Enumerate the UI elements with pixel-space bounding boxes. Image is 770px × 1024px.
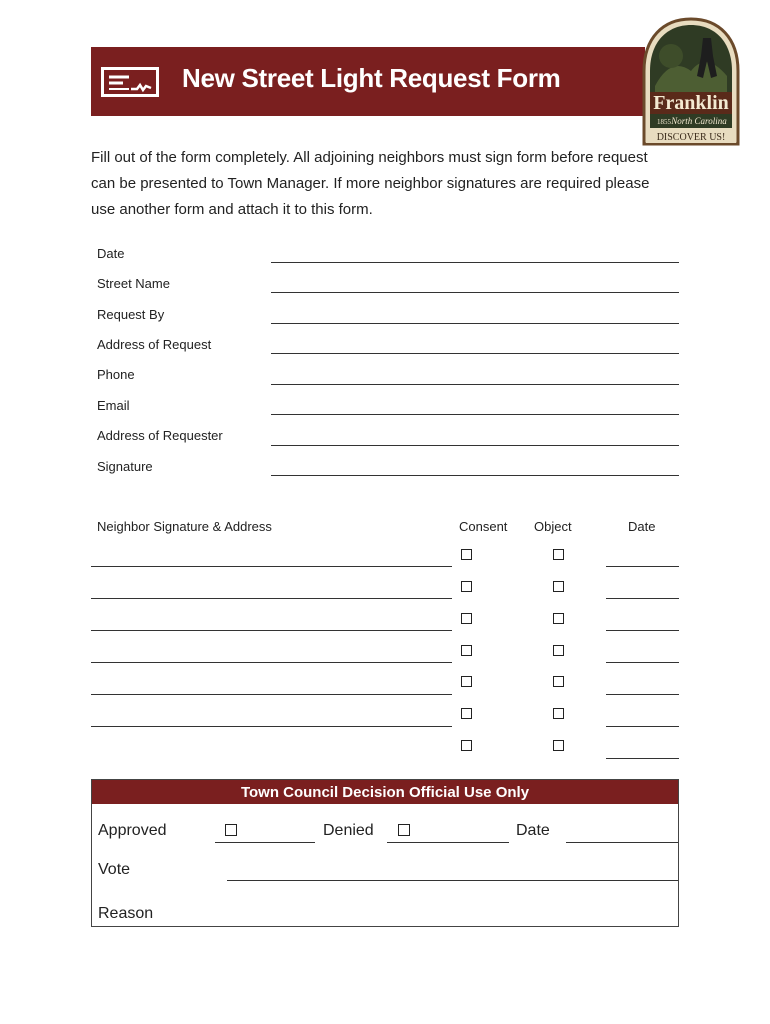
signature-field[interactable] (271, 475, 679, 476)
neighbor-date-field[interactable] (606, 694, 679, 695)
request-by-field[interactable] (271, 323, 679, 324)
street-name-label: Street Name (97, 276, 170, 291)
consent-checkbox[interactable] (461, 645, 472, 656)
date-label: Date (97, 246, 125, 261)
phone-label: Phone (97, 367, 135, 382)
denied-checkbox[interactable] (398, 824, 410, 836)
neighbor-signature-field[interactable] (91, 630, 452, 631)
neighbor-signature-header: Neighbor Signature & Address (97, 519, 272, 534)
object-checkbox[interactable] (553, 645, 564, 656)
denied-label: Denied (323, 822, 374, 839)
email-label: Email (97, 398, 130, 413)
logo-tagline: DISCOVER US! (656, 132, 726, 143)
approved-checkbox[interactable] (225, 824, 237, 836)
denied-line (387, 842, 509, 843)
vote-field[interactable] (227, 880, 678, 881)
decision-date-label: Date (516, 822, 550, 839)
consent-checkbox[interactable] (461, 613, 472, 624)
phone-field[interactable] (271, 384, 679, 385)
neighbor-signature-field[interactable] (91, 662, 452, 663)
logo-wordmark: Franklin (653, 92, 729, 114)
check-icon (101, 67, 159, 97)
object-checkbox[interactable] (553, 549, 564, 560)
date-field[interactable] (271, 262, 679, 263)
street-name-field[interactable] (271, 292, 679, 293)
franklin-logo (641, 16, 741, 146)
neighbor-date-field[interactable] (606, 726, 679, 727)
neighbor-date-field[interactable] (606, 630, 679, 631)
email-field[interactable] (271, 414, 679, 415)
neighbor-date-field[interactable] (606, 758, 679, 759)
consent-header: Consent (459, 519, 508, 534)
object-checkbox[interactable] (553, 581, 564, 592)
object-checkbox[interactable] (553, 676, 564, 687)
instructions-text: Fill out of the form completely. All adjoining neighbors must sign form before request can be presented to Town Manager. If more neighbor signatures are required please use another form and attach it to this form. (91, 149, 650, 218)
consent-checkbox[interactable] (461, 549, 472, 560)
approved-label: Approved (98, 822, 167, 839)
neighbor-date-field[interactable] (606, 662, 679, 663)
reason-label: Reason (98, 905, 154, 922)
signature-label: Signature (97, 459, 153, 474)
address-of-request-field[interactable] (271, 353, 679, 354)
address-of-requester-label: Address of Requester (97, 428, 223, 443)
vote-label: Vote (98, 861, 131, 878)
consent-checkbox[interactable] (461, 581, 472, 592)
neighbor-signature-field[interactable] (91, 566, 452, 567)
object-checkbox[interactable] (553, 740, 564, 751)
official-use-box (91, 779, 679, 927)
object-header: Object (534, 519, 572, 534)
request-by-label: Request By (97, 307, 165, 322)
logo-region: North Carolina (671, 116, 727, 126)
object-checkbox[interactable] (553, 613, 564, 624)
consent-checkbox[interactable] (461, 676, 472, 687)
address-of-requester-field[interactable] (271, 445, 679, 446)
approved-line (215, 842, 315, 843)
consent-checkbox[interactable] (461, 708, 472, 719)
address-of-request-label: Address of Request (97, 337, 212, 352)
consent-checkbox[interactable] (461, 740, 472, 751)
object-checkbox[interactable] (553, 708, 564, 719)
neighbor-date-field[interactable] (606, 566, 679, 567)
neighbor-date-field[interactable] (606, 598, 679, 599)
form-title: New Street Light Request Form (182, 63, 561, 93)
official-use-title: Town Council Decision Official Use Only (92, 780, 678, 804)
neighbor-signature-field[interactable] (91, 598, 452, 599)
decision-date-field[interactable] (566, 842, 678, 843)
neighbor-signature-field[interactable] (91, 694, 452, 695)
header-banner (91, 47, 645, 116)
neighbor-signature-field[interactable] (91, 726, 452, 727)
logo-year: 1855 (657, 118, 671, 126)
neighbor-date-header: Date (628, 519, 656, 534)
